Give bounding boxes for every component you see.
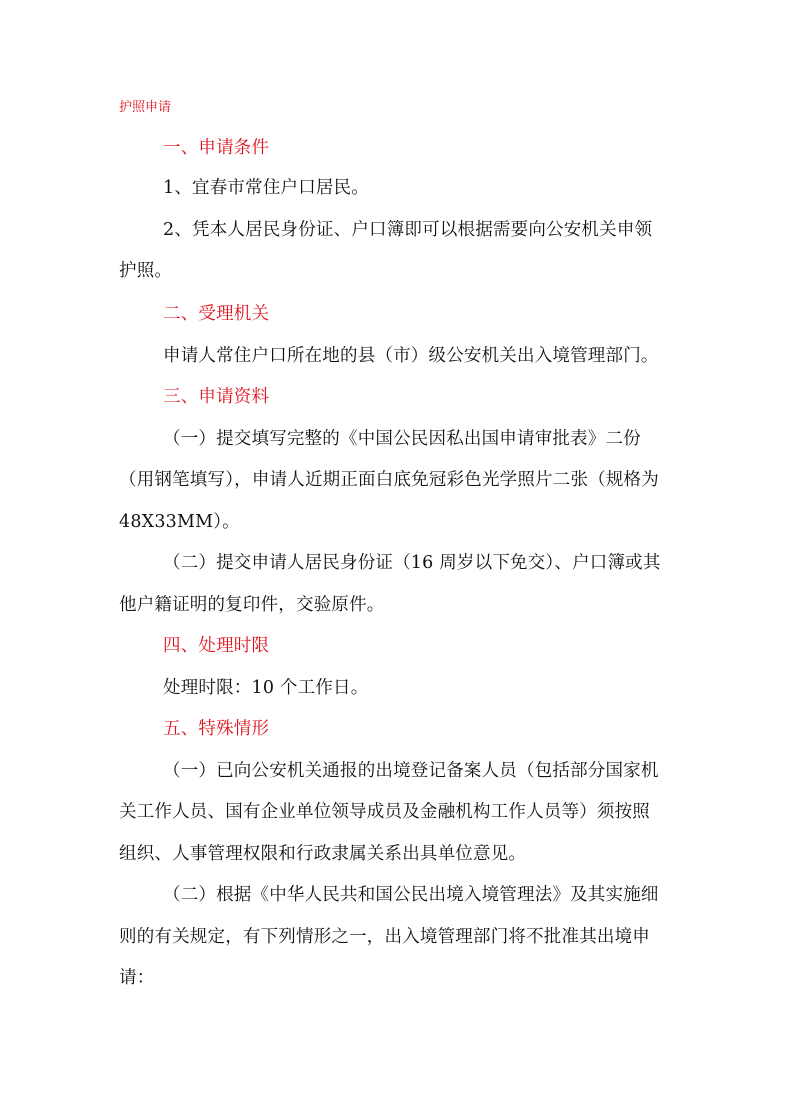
paragraph-line: （一）提交填写完整的《中国公民因私出国申请审批表》二份 [163, 429, 641, 449]
paragraph-line: 2、凭本人居民身份证、户口簿即可以根据需要向公安机关申领 [163, 220, 653, 240]
paragraph-line: （二）提交申请人居民身份证（16 周岁以下免交）、户口簿或其 [163, 553, 661, 573]
section-heading-conditions: 一、申请条件 [163, 138, 270, 158]
document-title: 护照申请 [119, 100, 172, 115]
section-heading-materials: 三、申请资料 [163, 387, 270, 407]
paragraph-line: 1、宜春市常住户口居民。 [163, 178, 370, 198]
paragraph-line: 则的有关规定，有下列情形之一，出入境管理部门将不批准其出境申 [119, 927, 650, 947]
paragraph-line: （用钢笔填写），申请人近期正面白底免冠彩色光学照片二张（规格为 [119, 470, 659, 490]
paragraph-line: 他户籍证明的复印件，交验原件。 [119, 595, 385, 615]
section-heading-special-cases: 五、特殊情形 [163, 719, 270, 739]
section-heading-time-limit: 四、处理时限 [163, 636, 270, 656]
paragraph-line: 请： [119, 968, 155, 988]
paragraph-line: 48X33MM）。 [119, 512, 240, 532]
paragraph-line: （二）根据《中华人民共和国公民出境入境管理法》及其实施细 [163, 885, 659, 905]
paragraph-line: 护照。 [119, 261, 173, 281]
section-heading-authority: 二、受理机关 [163, 304, 270, 324]
paragraph-line: 组织、人事管理权限和行政隶属关系出具单位意见。 [119, 844, 527, 864]
paragraph-line: 处理时限：10 个工作日。 [163, 678, 369, 698]
paragraph-line: 关工作人员、国有企业单位领导成员及金融机构工作人员等）须按照 [119, 802, 650, 822]
paragraph-line: 申请人常住户口所在地的县（市）级公安机关出入境管理部门。 [163, 346, 659, 366]
paragraph-line: （一）已向公安机关通报的出境登记备案人员（包括部分国家机 [163, 761, 659, 781]
